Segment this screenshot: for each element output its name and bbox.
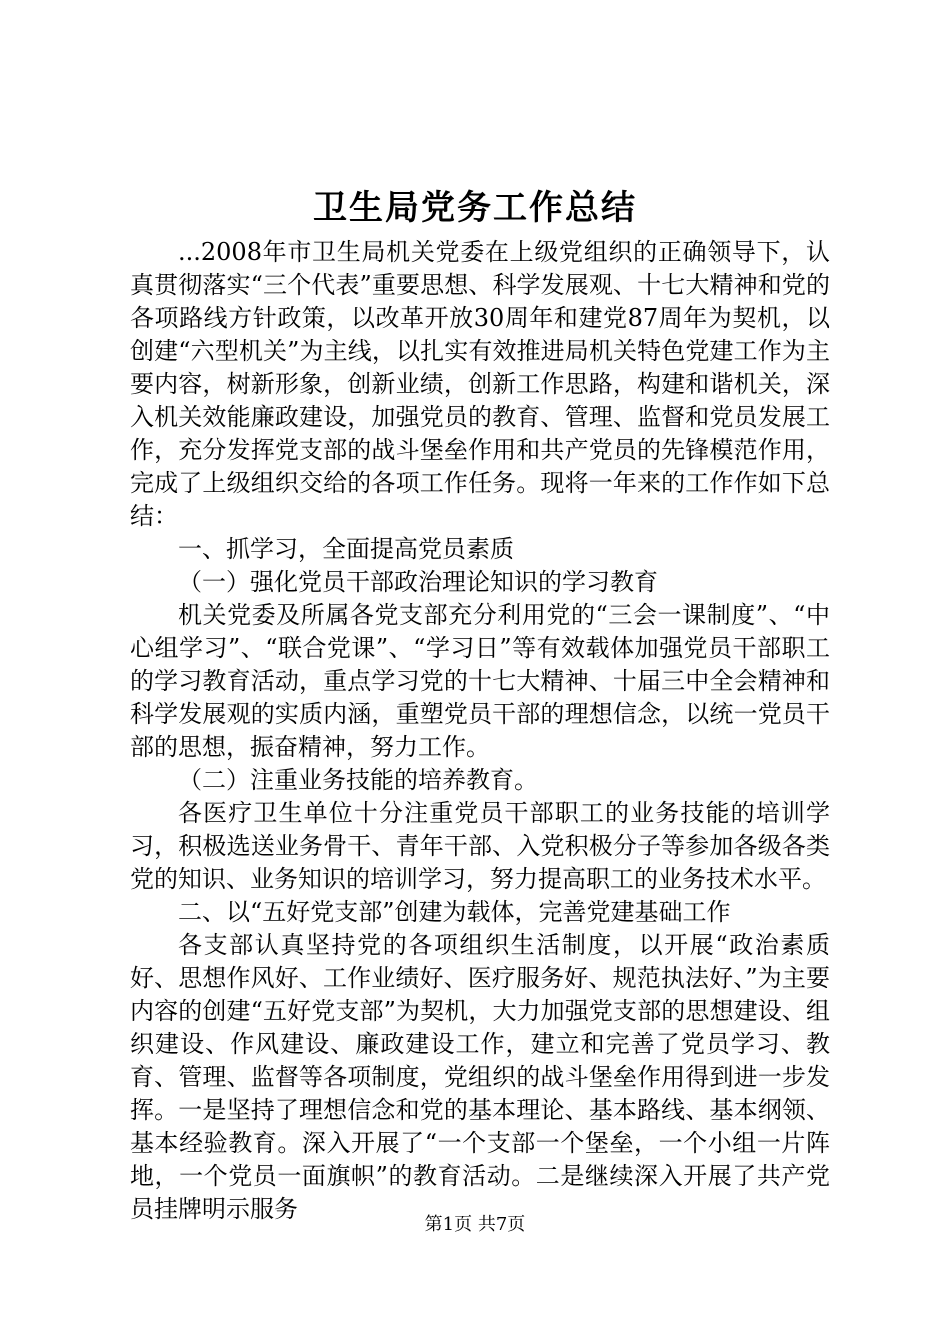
paragraph-1-1: 机关党委及所属各党支部充分利用党的“三会一课制度”、“中心组学习”、“联合党课”、“学习日”等有效载体加强党员干部职工的学习教育活动，重点学习党的十七大精神、十届三中全会精神和科学发展观的实质内涵，重塑党员干部的理想信念，以统一党员干部的思想，振奋精神，努力工作。 [130,601,830,761]
subsection-heading-1-2: （二）注重业务技能的培养教育。 [178,766,538,794]
document-title: 卫生局党务工作总结 [313,188,637,228]
subsection-heading-1-1: （一）强化党员干部政治理论知识的学习教育 [178,568,658,596]
document-body [130,236,830,1226]
page-footer: 第1页 共7页 [424,1214,526,1235]
paragraph-1-2: 各医疗卫生单位十分注重党员干部职工的业务技能的培训学习，积极选送业务骨干、青年干部、入党积极分子等参加各级各类党的知识、业务知识的培训学习，努力提高职工的业务技术水平。 [130,799,830,893]
section-heading-2: 二、以“五好党支部”创建为载体，完善党建基础工作 [178,898,731,926]
paragraph-2: 各支部认真坚持党的各项组织生活制度，以开展“政治素质好、思想作风好、工作业绩好、医疗服务好、规范执法好、”为主要内容的创建“五好党支部”为契机，大力加强党支部的思想建设、组织建设、作风建设、廉政建设工作，建立和完善了党员学习、教育、管理、监督等各项制度，党组织的战斗堡垒作用得到进一步发挥。一是坚持了理想信念和党的基本理论、基本路线、基本纲领、基本经验教育。深入开展了“一个支部一个堡垒，一个小组一片阵地，一个党员一面旗帜”的教育活动。二是继续深入开展了共产党员挂牌明示服务 [130,931,830,1223]
section-heading-1: 一、抓学习，全面提高党员素质 [178,535,514,563]
paragraph-intro: ...2008年市卫生局机关党委在上级党组织的正确领导下，认真贯彻落实“三个代表”重要思想、科学发展观、十七大精神和党的各项路线方针政策，以改革开放30周年和建党87周年为契机，以创建“六型机关”为主线，以扎实有效推进局机关特色党建工作为主要内容，树新形象，创新业绩，创新工作思路，构建和谐机关，深入机关效能廉政建设，加强党员的教育、管理、监督和党员发展工作，充分发挥党支部的战斗堡垒作用和共产党员的先锋模范作用，完成了上级组织交给的各项工作任务。现将一年来的工作作如下总结： [130,238,830,530]
